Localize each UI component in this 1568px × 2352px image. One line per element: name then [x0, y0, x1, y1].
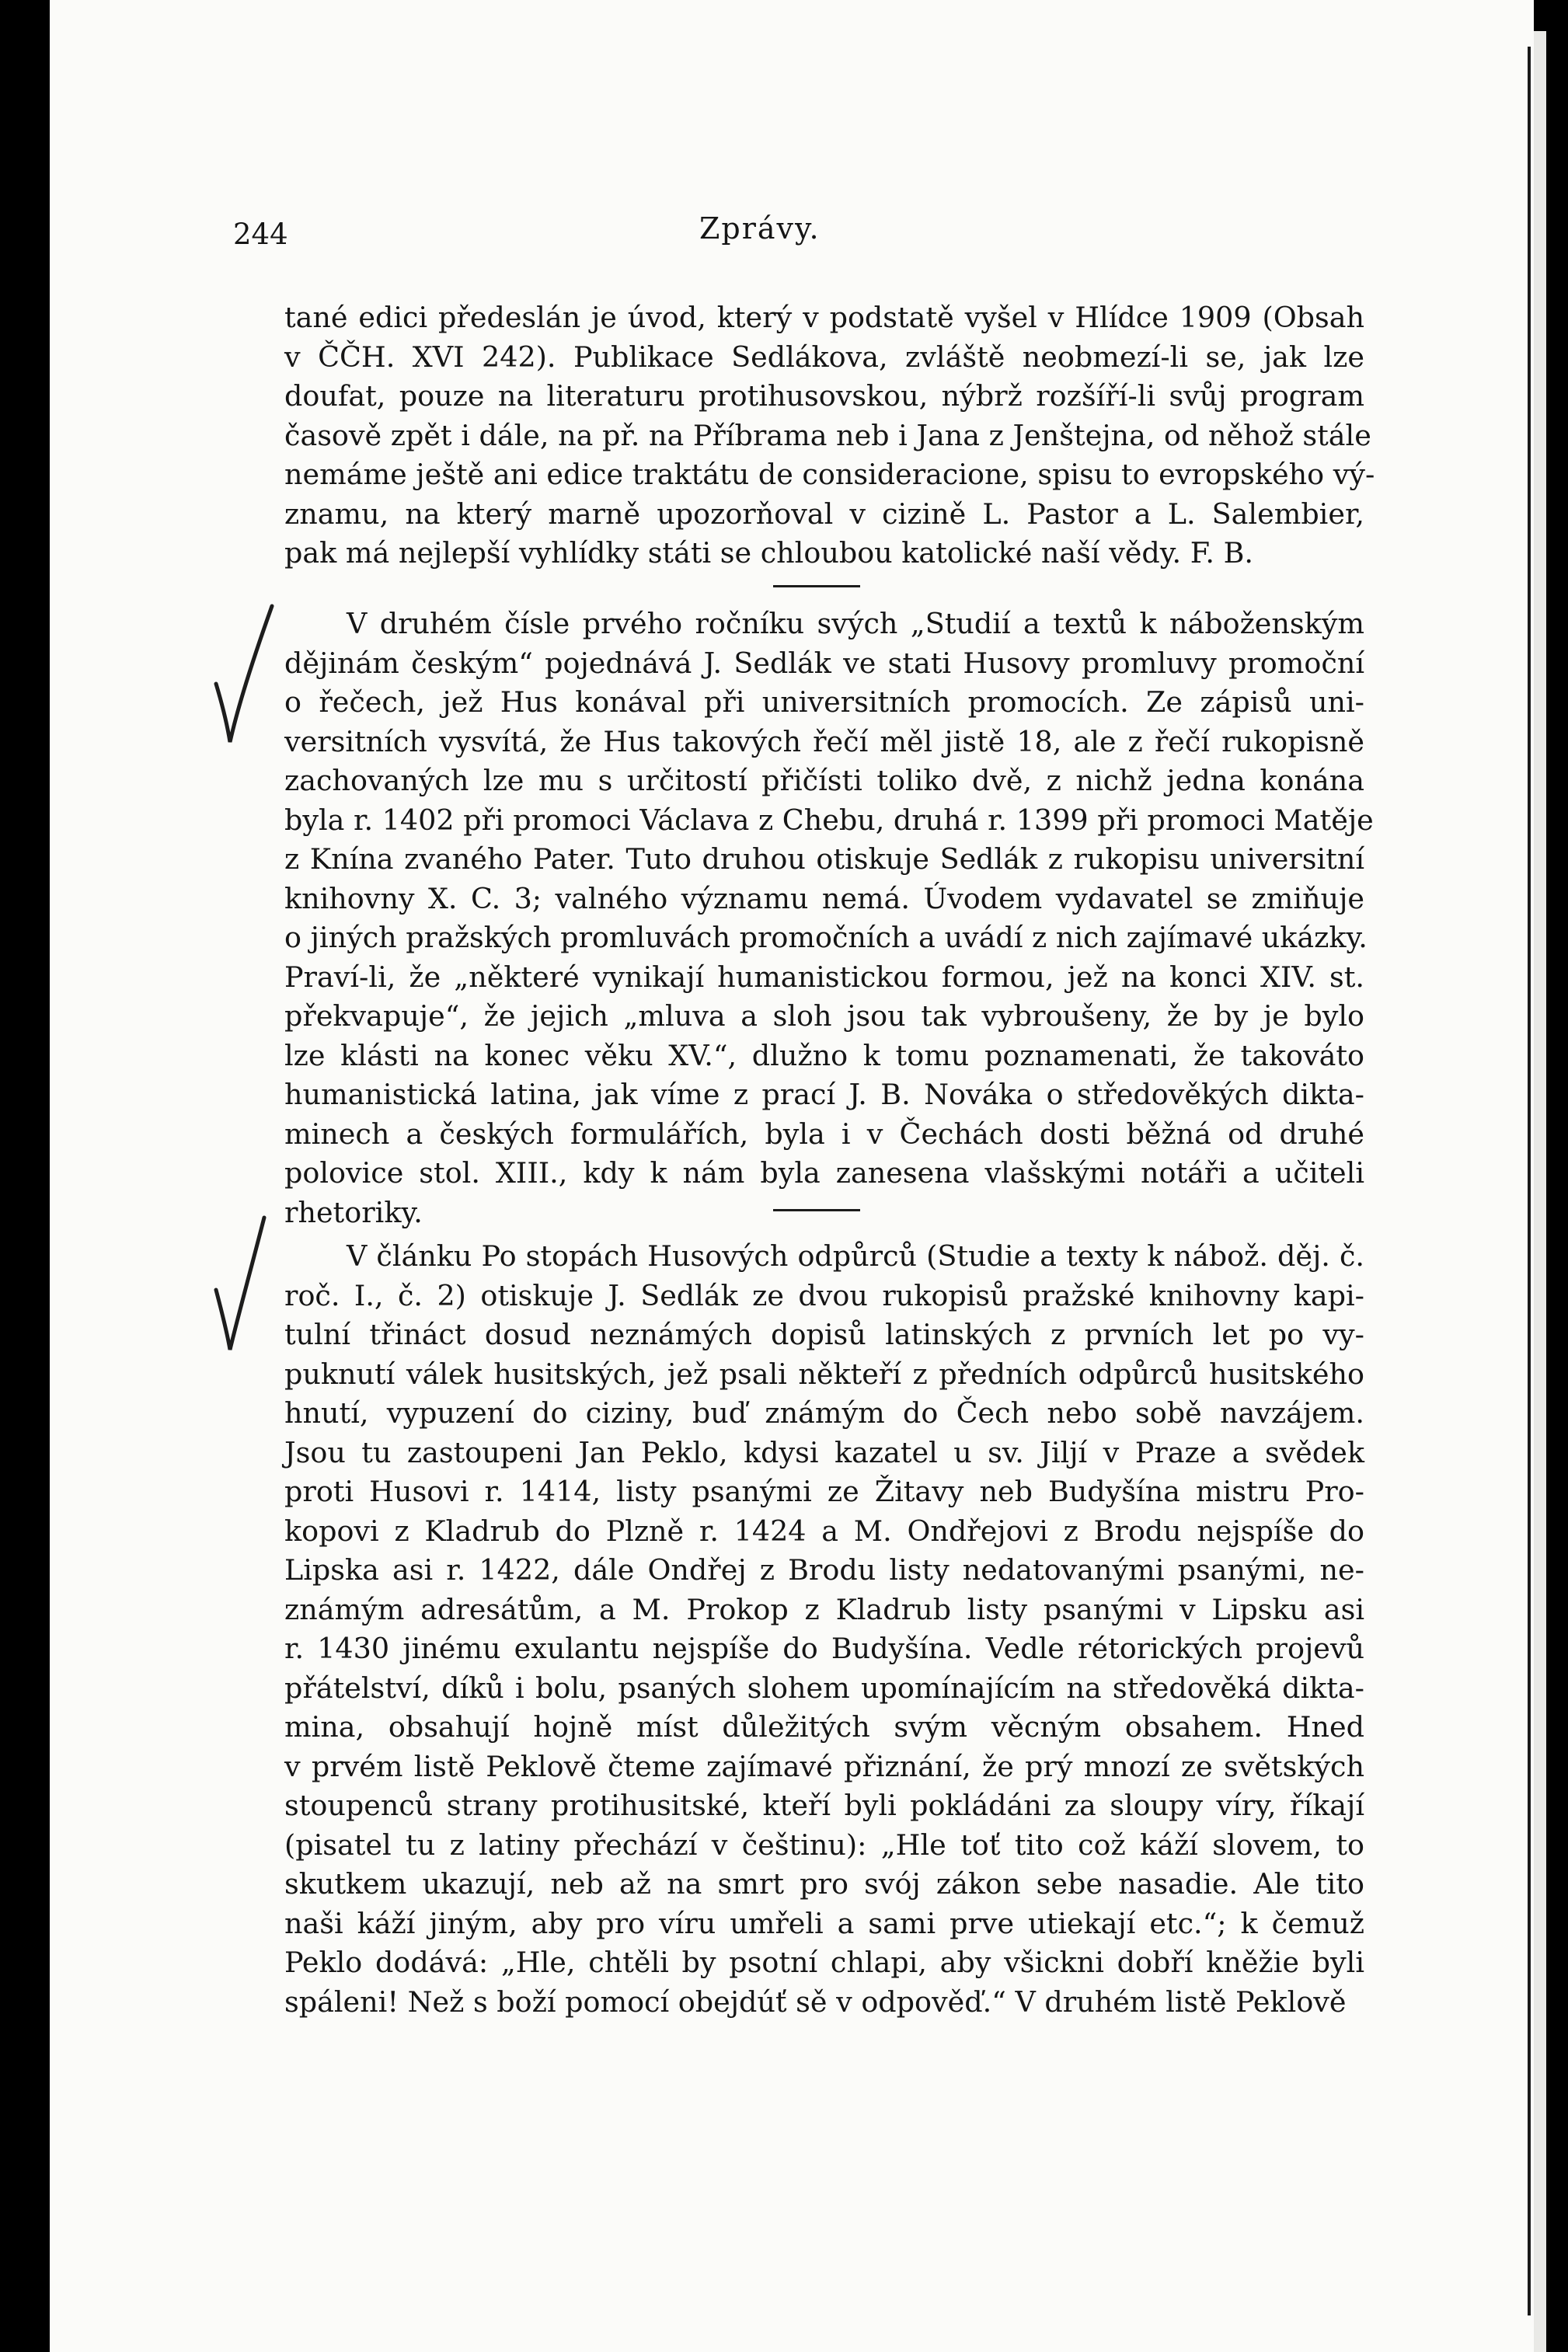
- text-line: Praví-li, že „některé vynikají humanistickou formou, jež na konci XIV. st.: [284, 960, 1364, 994]
- text-line: (pisatel tu z latiny přechází v češtinu): „Hle toť tito což káží slovem, to: [284, 1828, 1364, 1862]
- text-line: roč. I., č. 2) otiskuje J. Sedlák ze dvou rukopisů pražské knihovny kapi-: [284, 1278, 1364, 1312]
- text-line: stoupenců strany protihusitské, kteří byli pokládáni za sloupy víry, říkají: [284, 1789, 1364, 1822]
- text-line: humanistická latina, jak víme z prací J. B. Nováka o středověkých dikta-: [284, 1078, 1364, 1111]
- handwritten-check-mark-icon: [210, 1208, 280, 1364]
- text-line: dějinám českým“ pojednává J. Sedlák ve stati Husovy promluvy promoční: [284, 646, 1364, 680]
- text-line: lze klásti na konec věku XV.“, dlužno k tomu poznamenati, že takováto: [284, 1038, 1364, 1072]
- text-line: zachovaných lze mu s určitostí přičísti toliko dvě, z nichž jedna konána: [284, 764, 1364, 797]
- text-line: v prvém listě Peklově čteme zajímavé přiznání, že prý mnozí ze světských: [284, 1749, 1364, 1783]
- text-line: byla r. 1402 při promoci Václava z Chebu, druhá r. 1399 při promoci Matěje: [284, 803, 1374, 837]
- text-line: z Knína zvaného Pater. Tuto druhou otiskuje Sedlák z rukopisu universitní: [284, 842, 1364, 876]
- text-line: r. 1430 jinému exulantu nejspíše do Budyšína. Vedle rétorických projevů: [284, 1632, 1364, 1665]
- text-line: pak má nejlepší vyhlídky státi se chloubou katolické naší vědy. F. B.: [284, 536, 1254, 570]
- text-line: polovice stol. XIII., kdy k nám byla zanesena vlašskými notáři a učiteli: [284, 1156, 1364, 1190]
- text-line: doufat, pouze na literaturu protihusovskou, nýbrž rozšíří-li svůj program: [284, 379, 1364, 413]
- text-line: o řečech, jež Hus konával při universitních promocích. Ze zápisů uni-: [284, 685, 1364, 719]
- running-title: Zprávy.: [699, 211, 821, 246]
- paragraph-2: [284, 605, 1374, 1232]
- page-number: 244: [233, 218, 288, 251]
- text-line: v ČČH. XVI 242). Publikace Sedlákova, zvláště neobmezí-li se, jak lze: [284, 340, 1364, 374]
- paragraph-3: [284, 1237, 1364, 2022]
- text-line: knihovny X. C. 3; valného významu nemá. Úvodem vydavatel se zmiňuje: [284, 881, 1364, 915]
- text-line: o jiných pražských promluvách promočních a uvádí z nich zajímavé ukázky.: [284, 921, 1368, 954]
- text-line: časově zpět i dále, na př. na Příbrama neb i Jana z Jenštejna, od něhož stále: [284, 418, 1371, 452]
- text-line: Lipska asi r. 1422, dále Ondřej z Brodu listy nedatovanými psanými, ne-: [284, 1553, 1364, 1587]
- text-line: tulní třináct dosud neznámých dopisů latinských z prvních let po vy-: [284, 1318, 1364, 1351]
- text-line: kopovi z Kladrub do Plzně r. 1424 a M. Ondřejovi z Brodu nejspíše do: [284, 1514, 1364, 1548]
- text-line: spáleni! Než s boží pomocí obejdúť sě v odpověď.“ V druhém listě Peklově: [284, 1984, 1347, 2019]
- text-line: tané edici předeslán je úvod, který v podstatě vyšel v Hlídce 1909 (Obsah: [284, 301, 1364, 334]
- text-line: Jsou tu zastoupeni Jan Peklo, kdysi kazatel u sv. Jiljí v Praze a svědek: [284, 1435, 1364, 1469]
- text-line: rhetoriky.: [284, 1195, 423, 1229]
- text-line: minech a českých formulářích, byla i v Čechách dosti běžná od druhé: [284, 1117, 1364, 1151]
- page-right-margin: [1534, 31, 1546, 2352]
- text-line: překvapuje“, že jejich „mluva a sloh jsou tak vybroušeny, že by je bylo: [284, 999, 1364, 1033]
- text-line: proti Husovi r. 1414, listy psanými ze Žitavy neb Budyšína mistru Pro-: [284, 1475, 1364, 1508]
- page-edge-line: [1528, 47, 1531, 2315]
- text-line: mina, obsahují hojně míst důležitých svým věcným obsahem. Hned: [284, 1710, 1364, 1744]
- text-line: nemáme ještě ani edice traktátu de consideracione, spisu to evropského vý-: [284, 458, 1375, 491]
- text-line: V druhém čísle prvého ročníku svých „Studií a textů k náboženským: [347, 607, 1364, 640]
- text-line: V článku Po stopách Husových odpůrců (Studie a texty k nábož. děj. č.: [347, 1239, 1364, 1273]
- text-line: versitních vysvítá, že Hus takových řečí měl jistě 18, ale z řečí rukopisně: [284, 724, 1364, 758]
- text-line: Peklo dodává: „Hle, chtěli by psotní chlapi, aby všickni dobří kněžie byli: [284, 1946, 1364, 1979]
- text-line: skutkem ukazují, neb až na smrt pro svój zákon sebe nasadie. Ale tito: [284, 1867, 1364, 1901]
- text-line: puknutí válek husitských, jež psali někteří z předních odpůrců husitského: [284, 1357, 1364, 1391]
- paragraph-1: [284, 298, 1375, 573]
- text-line: známým adresátům, a M. Prokop z Kladrub listy psanými v Lipsku asi: [284, 1592, 1364, 1626]
- text-line: znamu, na který marně upozorňoval v cizině L. Pastor a L. Salembier,: [284, 497, 1364, 531]
- text-line: naši káží jiným, aby pro víru umřeli a sami prve utiekají etc.“; k čemuž: [284, 1906, 1364, 1940]
- handwritten-check-mark-icon: [210, 598, 280, 754]
- text-line: hnutí, vypuzení do ciziny, buď známým do Čech nebo sobě navzájem.: [284, 1396, 1364, 1430]
- section-divider-2: [773, 1209, 860, 1211]
- section-divider-1: [773, 585, 860, 587]
- text-line: přátelství, díků i bolu, psaných slohem upomínajícím na středověká dikta-: [284, 1671, 1364, 1705]
